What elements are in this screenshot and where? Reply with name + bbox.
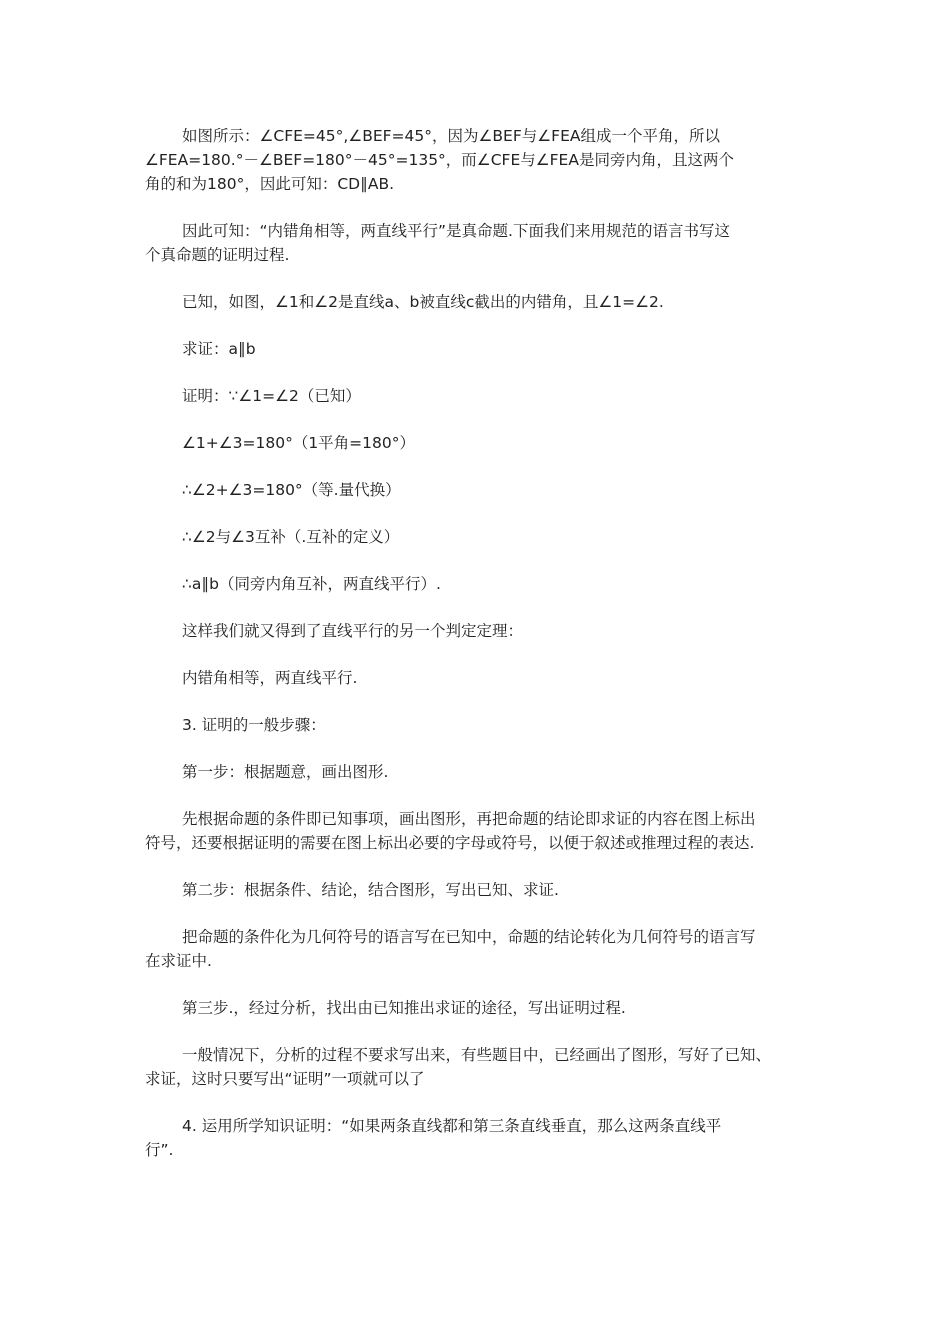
paragraph-to-prove: 求证：a∥b [182, 340, 256, 358]
paragraph-step-two-detail [145, 925, 820, 973]
section-heading-4 [145, 1114, 820, 1162]
paragraph-proof-step-1: 证明：∵∠1=∠2（已知） [182, 387, 361, 405]
paragraph-proof-step-4: ∴∠2与∠3互补（.互补的定义） [182, 528, 400, 546]
text-line: 因此可知：“内错角相等，两直线平行”是真命题.下面我们来用规范的语言书写这 [182, 222, 730, 240]
document-body [145, 124, 820, 1185]
paragraph-theorem-intro: 这样我们就又得到了直线平行的另一个判定定理： [182, 622, 524, 640]
text-line: 先根据命题的条件即已知事项，画出图形，再把命题的结论即求证的内容在图上标出 [182, 810, 756, 828]
paragraph-given: 已知，如图，∠1和∠2是直线a、b被直线c截出的内错角，且∠1=∠2. [182, 293, 664, 311]
paragraph-step-three: 第三步.，经过分析，找出由已知推出求证的途径，写出证明过程. [182, 999, 626, 1017]
text-line: 如图所示：∠CFE=45°,∠BEF=45°，因为∠BEF与∠FEA组成一个平角，所以 [182, 127, 720, 145]
text-line: ∠FEA=180.°－∠BEF=180°－45°=135°，而∠CFE与∠FEA是同旁内角，且这两个 [145, 151, 734, 169]
paragraph-proof-step-3: ∴∠2+∠3=180°（等.量代换） [182, 481, 401, 499]
paragraph-conclusion [145, 219, 820, 267]
text-line: 个真命题的证明过程. [145, 246, 290, 264]
paragraph-angle-example [145, 124, 820, 196]
paragraph-theorem: 内错角相等，两直线平行. [182, 669, 358, 687]
paragraph-step-two: 第二步：根据条件、结论，结合图形，写出已知、求证. [182, 881, 559, 899]
text-line: 4. 运用所学知识证明：“如果两条直线都和第三条直线垂直，那么这两条直线平 [182, 1117, 722, 1135]
section-heading-3: 3. 证明的一般步骤： [182, 716, 326, 734]
paragraph-step-three-detail [145, 1043, 820, 1091]
paragraph-proof-step-5: ∴a∥b（同旁内角互补，两直线平行）. [182, 575, 441, 593]
text-line: 角的和为180°，因此可知：CD∥AB. [145, 175, 395, 193]
paragraph-proof-step-2: ∠1+∠3=180°（1平角=180°） [182, 434, 416, 452]
text-line: 行”. [145, 1141, 174, 1159]
text-line: 符号，还要根据证明的需要在图上标出必要的字母或符号，以便于叙述或推理过程的表达. [145, 834, 755, 852]
text-line: 把命题的条件化为几何符号的语言写在已知中，命题的结论转化为几何符号的语言写 [182, 928, 756, 946]
text-line: 一般情况下，分析的过程不要求写出来，有些题目中，已经画出了图形，写好了已知、 [182, 1046, 772, 1064]
text-line: 求证，这时只要写出“证明”一项就可以了 [145, 1070, 425, 1088]
text-line: 在求证中. [145, 952, 212, 970]
paragraph-step-one: 第一步：根据题意，画出图形. [182, 763, 389, 781]
paragraph-step-one-detail [145, 807, 820, 855]
